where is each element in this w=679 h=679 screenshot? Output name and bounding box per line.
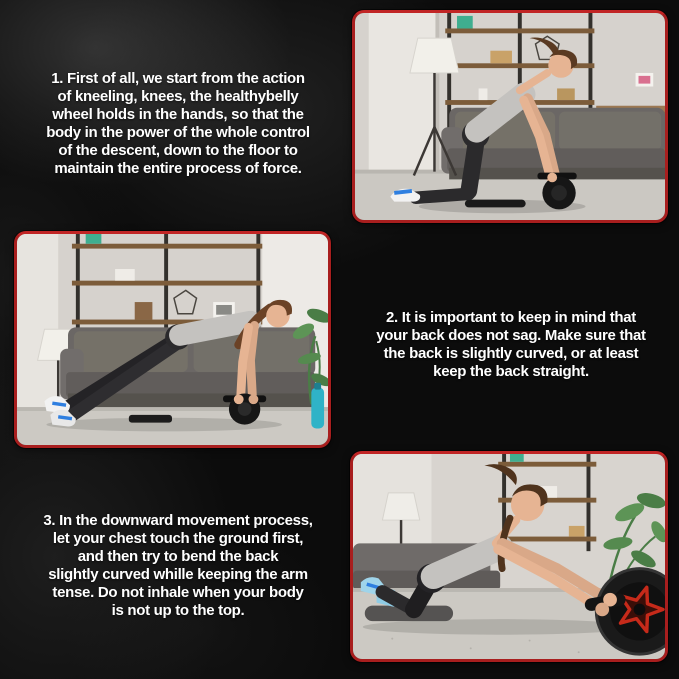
step-2-text-line: the back is slightly curved, or at least: [383, 345, 639, 362]
water-bottle: [311, 383, 324, 429]
hand: [249, 394, 259, 404]
floor-mat: [129, 415, 172, 423]
step-1-text-line: of kneeling, knees, the healthybelly: [57, 88, 299, 105]
step-3-text-line: tense. Do not inhale when your body: [52, 584, 304, 601]
step-2-photo: [14, 231, 331, 448]
step-2-text-line: keep the back straight.: [433, 363, 589, 380]
knee-pad: [465, 200, 526, 208]
step-1-text: [12, 70, 344, 178]
step-3-text-line: 3. In the downward movement process,: [43, 512, 313, 529]
step-2-text-line: 2. It is important to keep in mind that: [386, 309, 636, 326]
step-1-text-line: maintain the entire process of force.: [54, 160, 302, 177]
step-1-text-line: wheel holds in the hands, so that the: [52, 106, 304, 123]
step-3-text-line: and then try to bend the back: [77, 548, 279, 565]
step-1-photo: [352, 10, 668, 223]
hand: [595, 603, 609, 617]
step-3-text-line: is not up to the top.: [111, 602, 245, 619]
step-2-text: [346, 309, 676, 381]
step-3-text-line: let your chest touch the ground first,: [52, 530, 304, 547]
step-1-text-line: body in the power of the whole control: [46, 124, 310, 141]
step-3-text: [10, 512, 346, 620]
step-3-photo: [350, 451, 668, 662]
step-3-text-line: slightly curved whille keeping the arm: [48, 566, 308, 583]
step-1-text-line: of the descent, down to the floor to: [58, 142, 298, 159]
hand: [547, 173, 557, 183]
step-1-text-line: 1. First of all, we start from the action: [51, 70, 305, 87]
step-2-text-line: your back does not sag. Make sure that: [376, 327, 646, 344]
hand: [234, 394, 244, 404]
